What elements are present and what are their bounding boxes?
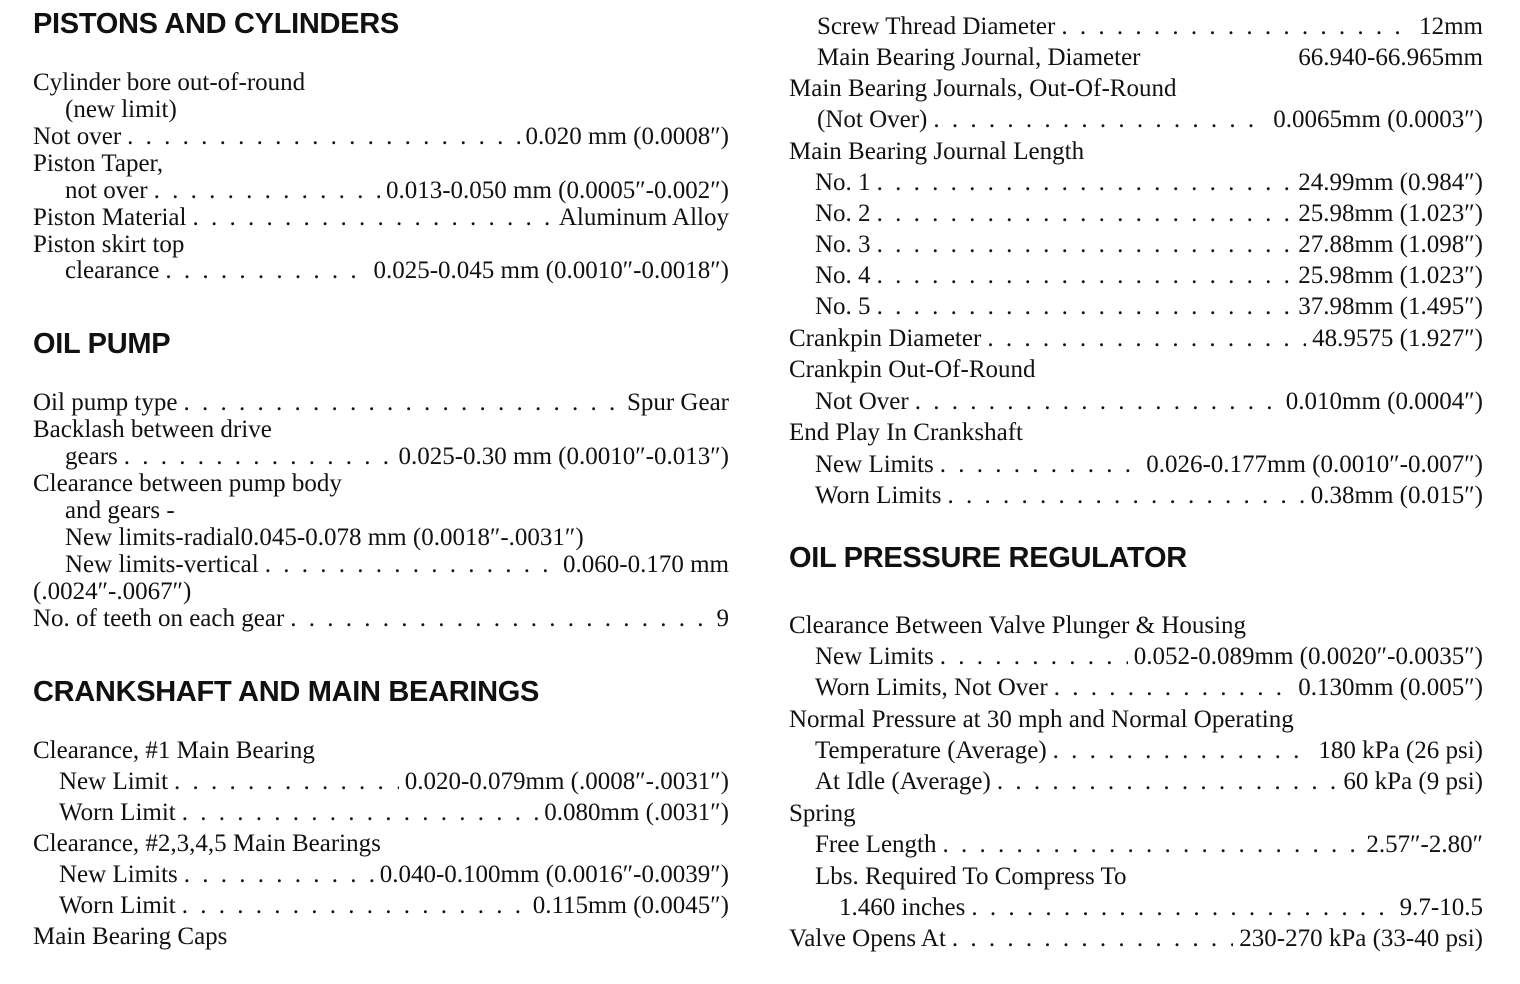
section-heading-pistons-and-cylinders: PISTONS AND CYLINDERS — [33, 8, 399, 40]
spec-line-no-3 — [789, 229, 1483, 260]
spec-line-valve-opens-at — [789, 923, 1483, 954]
spec-line-main-bearing-caps — [33, 924, 729, 951]
spec-line-no-of-teeth-on-each-gear — [33, 606, 729, 633]
spec-label: and gears - — [65, 498, 175, 524]
spec-label: Screw Thread Diameter — [817, 13, 1056, 40]
spec-line-screw-thread-diameter — [789, 11, 1483, 42]
spec-value: 9 — [716, 606, 729, 632]
spec-label: not over — [65, 178, 148, 204]
spec-label: Worn Limits — [815, 482, 942, 509]
spec-label: Piston Taper, — [33, 151, 164, 177]
spec-line-main-bearing-journals-out-of-round — [789, 73, 1483, 104]
spec-label: (Not Over) — [817, 106, 928, 133]
spec-line-end-play-in-crankshaft — [789, 417, 1483, 448]
dot-leader — [915, 386, 1280, 417]
spec-value: 12mm — [1419, 13, 1483, 40]
spec-value: 0.130mm (0.005″) — [1298, 674, 1483, 701]
dot-leader — [165, 258, 367, 285]
spec-line-not-over — [33, 178, 729, 205]
dot-leader — [1061, 11, 1413, 42]
dot-leader — [877, 260, 1293, 291]
spec-line-clearance-between-pump-body — [33, 471, 729, 498]
dot-leader — [877, 167, 1293, 198]
dot-leader — [154, 178, 380, 205]
spec-label: No. 4 — [815, 262, 871, 289]
dot-leader — [947, 480, 1304, 511]
spec-value: 0.052-0.089mm (0.0020″-0.0035″) — [1133, 643, 1483, 670]
spec-label: New limits-radial0.045-0.078 mm (0.0018″-.0031″) — [65, 525, 584, 551]
dot-leader — [933, 104, 1267, 135]
spec-label: Normal Pressure at 30 mph and Normal Operating — [789, 706, 1294, 733]
spec-value: 0.060-0.170 mm — [563, 552, 729, 578]
spec-label: Piston Material — [33, 205, 187, 231]
spec-value: 37.98mm (1.495″) — [1298, 293, 1483, 320]
spec-value: 0.025-0.045 mm (0.0010″-0.0018″) — [373, 258, 729, 284]
spec-label: (new limit) — [65, 97, 177, 123]
spec-label: Crankpin Diameter — [789, 325, 982, 352]
spec-value: 48.9575 (1.927″) — [1312, 325, 1483, 352]
spec-value: 0.020-0.079mm (.0008″-.0031″) — [404, 769, 729, 795]
dot-leader — [265, 552, 557, 579]
dot-leader — [952, 923, 1233, 954]
spec-label: 1.460 inches — [839, 894, 966, 921]
spec-value: 2.57″-2.80″ — [1366, 831, 1483, 858]
spec-line-clearance-between-valve-plunger-housing — [789, 610, 1483, 641]
spec-value: 0.38mm (0.015″) — [1310, 482, 1483, 509]
spec-label: Lbs. Required To Compress To — [815, 863, 1127, 890]
spec-line-worn-limits-not-over — [789, 672, 1483, 703]
dot-leader — [940, 641, 1128, 672]
spec-label: No. 2 — [815, 200, 871, 227]
spec-label: New Limits — [815, 643, 934, 670]
spec-label: Clearance Between Valve Plunger & Housing — [789, 612, 1247, 639]
spec-label: Free Length — [815, 831, 937, 858]
spec-line-piston-skirt-top — [33, 232, 729, 259]
spec-line-new-limits — [789, 641, 1483, 672]
dot-leader — [942, 829, 1360, 860]
section-heading-oil-pump: OIL PUMP — [33, 328, 171, 360]
dot-leader — [940, 449, 1140, 480]
spec-label: Clearance, #1 Main Bearing — [33, 738, 315, 764]
spec-line-cylinder-bore-out-of-round — [33, 70, 729, 97]
spec-line-crankpin-diameter — [789, 323, 1483, 354]
dot-leader — [987, 323, 1306, 354]
spec-line-new-limit — [33, 97, 729, 124]
section-heading-crankshaft-and-main-bearings: CRANKSHAFT AND MAIN BEARINGS — [33, 676, 540, 708]
spec-label: Main Bearing Caps — [33, 924, 228, 950]
spec-label: No. 1 — [815, 169, 871, 196]
dot-leader — [182, 893, 527, 920]
spec-label: Crankpin Out-Of-Round — [789, 356, 1036, 383]
spec-line-new-limits — [789, 449, 1483, 480]
spec-value: 0.013-0.050 mm (0.0005″-0.002″) — [385, 178, 729, 204]
spec-line-spring — [789, 798, 1483, 829]
spec-line-not-over — [789, 386, 1483, 417]
spec-label: Temperature (Average) — [815, 737, 1047, 764]
spec-line-clearance-1-main-bearing — [33, 738, 729, 765]
spec-line-and-gears — [33, 498, 729, 525]
spec-value: 24.99mm (0.984″) — [1298, 169, 1483, 196]
dot-leader — [877, 229, 1293, 260]
spec-line-main-bearing-journal-length — [789, 136, 1483, 167]
spec-label: Not Over — [815, 388, 909, 415]
dot-leader — [127, 124, 519, 151]
spec-value: 9.7-10.5 — [1399, 894, 1483, 921]
spec-line-normal-pressure-at-30-mph-and-normal-ope — [789, 704, 1483, 735]
dot-leader — [183, 390, 621, 417]
spec-label: Worn Limits, Not Over — [815, 674, 1048, 701]
spec-label: Clearance between pump body — [33, 471, 342, 497]
spec-line-worn-limit — [33, 800, 729, 827]
spec-line-worn-limits — [789, 480, 1483, 511]
spec-value: Aluminum Alloy — [558, 205, 729, 231]
spec-label: Piston skirt top — [33, 232, 185, 258]
spec-value: 180 kPa (26 psi) — [1318, 737, 1483, 764]
spec-label: Backlash between drive — [33, 417, 272, 443]
spec-label: Main Bearing Journal, Diameter — [817, 44, 1141, 71]
spec-label: gears — [65, 444, 118, 470]
dot-leader — [182, 800, 539, 827]
spec-line-lbs-required-to-compress-to — [789, 861, 1483, 892]
spec-line-no-2 — [789, 198, 1483, 229]
dot-leader — [174, 769, 399, 796]
spec-label: Oil pump type — [33, 390, 178, 416]
spec-line-free-length — [789, 829, 1483, 860]
spec-line-main-bearing-journal-diameter — [789, 42, 1483, 73]
spec-value: 0.026-0.177mm (0.0010″-0.007″) — [1146, 451, 1483, 478]
spec-label: New Limit — [59, 769, 169, 795]
spec-line-worn-limit — [33, 893, 729, 920]
section-heading-oil-pressure-regulator: OIL PRESSURE REGULATOR — [789, 542, 1187, 574]
spec-line-clearance — [33, 258, 729, 285]
dot-leader — [290, 606, 710, 633]
dot-leader — [997, 766, 1338, 797]
spec-label: Clearance, #2,3,4,5 Main Bearings — [33, 831, 381, 857]
spec-value: 0.080mm (.0031″) — [544, 800, 729, 826]
spec-label: clearance — [65, 258, 160, 284]
spec-label: Not over — [33, 124, 122, 150]
spec-label: Valve Opens At — [789, 925, 946, 952]
spec-line-backlash-between-drive — [33, 417, 729, 444]
spec-label: No. 5 — [815, 293, 871, 320]
spec-label: Main Bearing Journal Length — [789, 138, 1085, 165]
spec-line-no-5 — [789, 291, 1483, 322]
spec-label: At Idle (Average) — [815, 768, 991, 795]
spec-value: 60 kPa (9 psi) — [1343, 768, 1483, 795]
spec-label: New Limits — [815, 451, 934, 478]
spec-line-not-over — [789, 104, 1483, 135]
dot-leader — [877, 291, 1293, 322]
spec-label: New Limits — [59, 862, 178, 888]
spec-line-piston-material — [33, 205, 729, 232]
spec-line-new-limits-radial0-045-0-078-mm-0-0018-0 — [33, 525, 729, 552]
spec-value: 0.115mm (0.0045″) — [532, 893, 729, 919]
spec-label: New limits-vertical — [65, 552, 259, 578]
spec-line-oil-pump-type — [33, 390, 729, 417]
spec-value: 0.010mm (0.0004″) — [1285, 388, 1483, 415]
spec-value: 66.940-66.965mm — [1298, 44, 1483, 71]
dot-leader — [971, 892, 1393, 923]
spec-line-new-limits-vertical — [33, 552, 729, 579]
spec-line-new-limit — [33, 769, 729, 796]
spec-value: 25.98mm (1.023″) — [1298, 262, 1483, 289]
spec-label: Spring — [789, 800, 856, 827]
spec-value: 25.98mm (1.023″) — [1298, 200, 1483, 227]
spec-label: (.0024″-.0067″) — [33, 579, 192, 605]
dot-leader — [124, 444, 393, 471]
spec-value: 0.025-0.30 mm (0.0010″-0.013″) — [398, 444, 729, 470]
spec-line-no-1 — [789, 167, 1483, 198]
spec-line-no-4 — [789, 260, 1483, 291]
spec-line-not-over — [33, 124, 729, 151]
spec-label: Cylinder bore out-of-round — [33, 70, 306, 96]
spec-line-0024-0067 — [33, 579, 729, 606]
spec-label: Worn Limit — [59, 893, 176, 919]
spec-line-new-limits — [33, 862, 729, 889]
spec-value: Spur Gear — [626, 390, 729, 416]
spec-label: End Play In Crankshaft — [789, 419, 1023, 446]
spec-value: 230-270 kPa (33-40 psi) — [1239, 925, 1483, 952]
spec-line-temperature-average — [789, 735, 1483, 766]
spec-line-piston-taper — [33, 151, 729, 178]
spec-value: 0.020 mm (0.0008″) — [525, 124, 729, 150]
spec-line-clearance-2-3-4-5-main-bearings — [33, 831, 729, 858]
spec-line-at-idle-average — [789, 766, 1483, 797]
spec-label: Main Bearing Journals, Out-Of-Round — [789, 75, 1177, 102]
dot-leader — [192, 205, 552, 232]
spec-line-1-460-inches — [789, 892, 1483, 923]
spec-line-gears — [33, 444, 729, 471]
dot-leader — [1053, 735, 1313, 766]
spec-value: 0.040-0.100mm (0.0016″-0.0039″) — [379, 862, 729, 888]
spec-label: No. 3 — [815, 231, 871, 258]
spec-value: 0.0065mm (0.0003″) — [1273, 106, 1483, 133]
spec-label: No. of teeth on each gear — [33, 606, 285, 632]
dot-leader — [1054, 672, 1293, 703]
spec-value: 27.88mm (1.098″) — [1298, 231, 1483, 258]
dot-leader — [184, 862, 374, 889]
dot-leader — [877, 198, 1293, 229]
spec-line-crankpin-out-of-round — [789, 354, 1483, 385]
spec-label: Worn Limit — [59, 800, 176, 826]
